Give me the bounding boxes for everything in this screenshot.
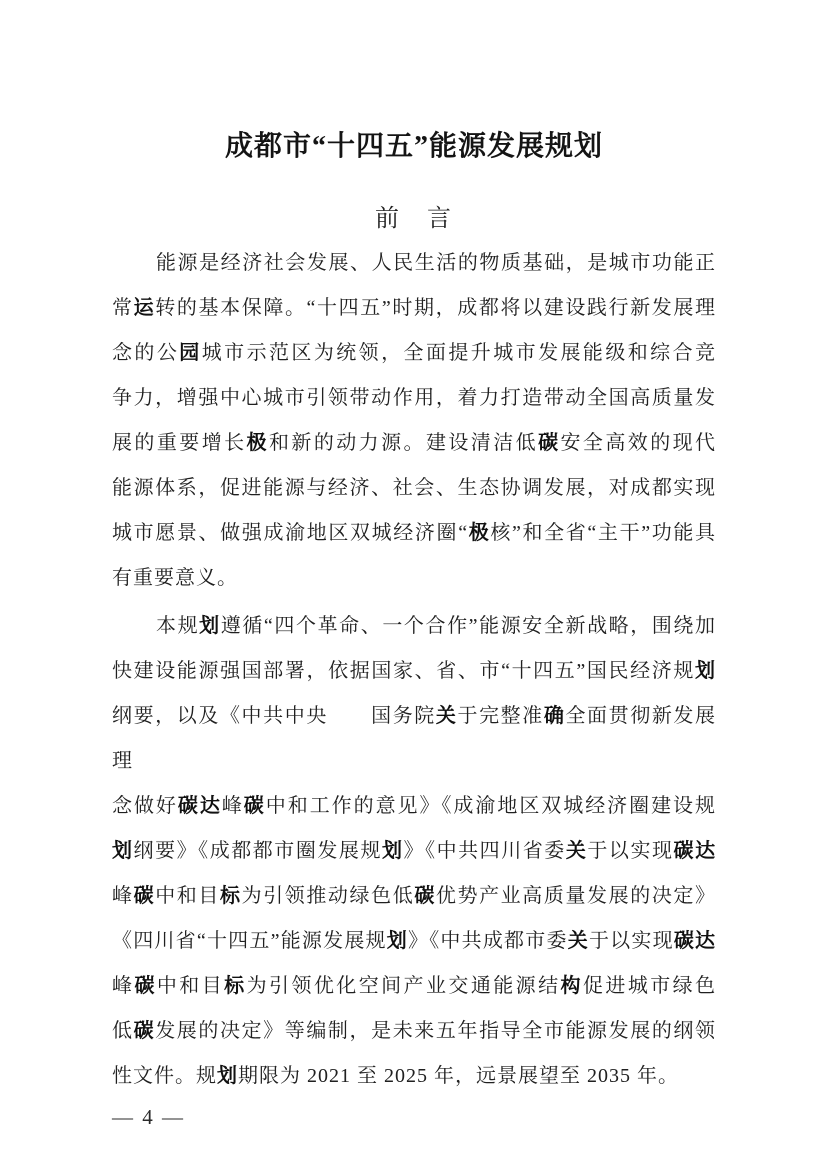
- text-segment: 发展的决定》等编制，是未来五年指导全市能源发展的纲领: [155, 1020, 717, 1042]
- text-segment: 快建设能源强国部署，依据国家、省、市“十四五”国民经济规: [112, 660, 695, 682]
- text-segment: 峰: [221, 795, 244, 817]
- text-segment: 低: [112, 1020, 134, 1042]
- text-segment: 本规: [156, 615, 200, 637]
- paragraph: [112, 604, 716, 1099]
- bold-text-segment: 划: [112, 840, 134, 862]
- text-line: [112, 784, 716, 829]
- text-line: [112, 874, 716, 919]
- text-line: [112, 241, 716, 286]
- paragraph: [112, 241, 716, 601]
- text-segment: 于完整准: [457, 705, 544, 727]
- page-number: — 4 —: [112, 1105, 185, 1129]
- bold-text-segment: 划: [381, 840, 404, 862]
- text-line: [112, 964, 716, 1009]
- text-line: [112, 694, 716, 784]
- bold-text-segment: 运: [133, 297, 156, 319]
- bold-text-segment: 划: [217, 1065, 238, 1087]
- document-title: 成都市“十四五”能源发展规划: [224, 131, 603, 162]
- text-segment: 中和目: [156, 975, 225, 997]
- text-segment: 常: [112, 297, 134, 319]
- bold-text-segment: 碳: [133, 1020, 156, 1042]
- text-segment: 展的重要增长: [112, 432, 247, 454]
- text-segment: 为引领推动绿色低: [241, 885, 415, 907]
- text-segment: 遵循“四个革命、一个合作”能源安全新战略，围绕加: [220, 615, 716, 637]
- text-segment: 安全高效的现代: [560, 432, 717, 454]
- bold-text-segment: 碳达: [177, 795, 222, 817]
- text-line: [112, 286, 716, 331]
- document-content: [112, 131, 716, 1131]
- text-line: [112, 556, 716, 601]
- text-segment: 中和目: [155, 885, 220, 907]
- bold-text-segment: 确: [543, 705, 566, 727]
- preface-heading: 前 言: [375, 206, 453, 232]
- text-segment: 能源体系，促进能源与经济、社会、生态协调发展，对成都实现: [112, 477, 716, 499]
- bold-text-segment: 关: [435, 705, 458, 727]
- text-line: [112, 331, 716, 376]
- text-segment: 能源是经济社会发展、人民生活的物质基础，是城市功能正: [156, 252, 716, 274]
- text-segment: 于以实现: [588, 930, 674, 952]
- text-segment: 全面贯彻新发展理: [112, 705, 717, 772]
- bold-text-segment: 园: [179, 342, 202, 364]
- text-segment: 峰: [112, 975, 135, 997]
- bold-text-segment: 关: [567, 930, 589, 952]
- text-segment: 性文件。规: [112, 1065, 217, 1087]
- text-segment: 》《中共四川省委: [403, 840, 566, 862]
- text-segment: 转的基本保障。“十四五”时期，成都将以建设践行新发展理: [155, 297, 717, 319]
- bold-text-segment: 极: [246, 432, 269, 454]
- bold-text-segment: 碳达: [673, 930, 717, 952]
- bold-text-segment: 碳: [134, 975, 157, 997]
- bold-text-segment: 碳达: [673, 840, 717, 862]
- text-line: [112, 376, 716, 421]
- bold-text-segment: 划: [386, 930, 408, 952]
- bold-text-segment: 碳: [243, 795, 266, 817]
- text-segment: 中和工作的意见》《成渝地区双城经济圈建设规: [265, 795, 717, 817]
- text-segment: 城市愿景、做强成渝地区双城经济圈“: [112, 522, 469, 544]
- text-segment: 《四川省“十四五”能源发展规: [112, 930, 387, 952]
- text-line: [112, 829, 716, 874]
- text-line: [112, 649, 716, 694]
- text-line: [112, 466, 716, 511]
- bold-text-segment: 碳: [133, 885, 156, 907]
- text-segment: 为引领优化空间产业交通能源结: [246, 975, 561, 997]
- bold-text-segment: 碳: [538, 432, 561, 454]
- text-segment: 城市示范区为统领，全面提升城市发展能级和综合竞: [201, 342, 717, 364]
- bold-text-segment: 碳: [414, 885, 436, 907]
- text-segment: 争力，增强中心城市引领带动作用，着力打造带动全国高质量发: [112, 387, 716, 409]
- text-segment: 促进城市绿色: [582, 975, 717, 997]
- bold-text-segment: 划: [695, 660, 716, 682]
- text-segment: 念的公: [112, 342, 180, 364]
- text-segment: 核”和全省“主干”功能具: [490, 522, 716, 544]
- bold-text-segment: 划: [199, 615, 221, 637]
- text-line: [112, 1009, 716, 1054]
- bold-text-segment: 关: [565, 840, 588, 862]
- document-body: [112, 241, 716, 1099]
- text-segment: 纲要》《成都都市圈发展规: [133, 840, 382, 862]
- text-line: [112, 511, 716, 556]
- text-segment: 念做好: [112, 795, 178, 817]
- text-segment: 纲要，以及《中共中央 国务院: [112, 705, 436, 727]
- text-line: [112, 919, 716, 964]
- bold-text-segment: 标: [219, 885, 242, 907]
- text-segment: 期限为 2021 至 2025 年，远景展望至 2035 年。: [238, 1065, 679, 1087]
- text-segment: 峰: [112, 885, 134, 907]
- bold-text-segment: 构: [560, 975, 583, 997]
- text-segment: 优势产业高质量发展的决定》: [435, 885, 717, 907]
- text-segment: 有重要意义。: [112, 567, 238, 589]
- bold-text-segment: 极: [468, 522, 491, 544]
- text-line: [112, 1054, 716, 1099]
- bold-text-segment: 标: [224, 975, 247, 997]
- text-segment: 》《中共成都市委: [407, 930, 568, 952]
- text-segment: 和新的动力源。建设清洁低: [268, 432, 539, 454]
- text-line: [112, 421, 716, 466]
- text-segment: 于以实现: [587, 840, 674, 862]
- text-line: [112, 604, 716, 649]
